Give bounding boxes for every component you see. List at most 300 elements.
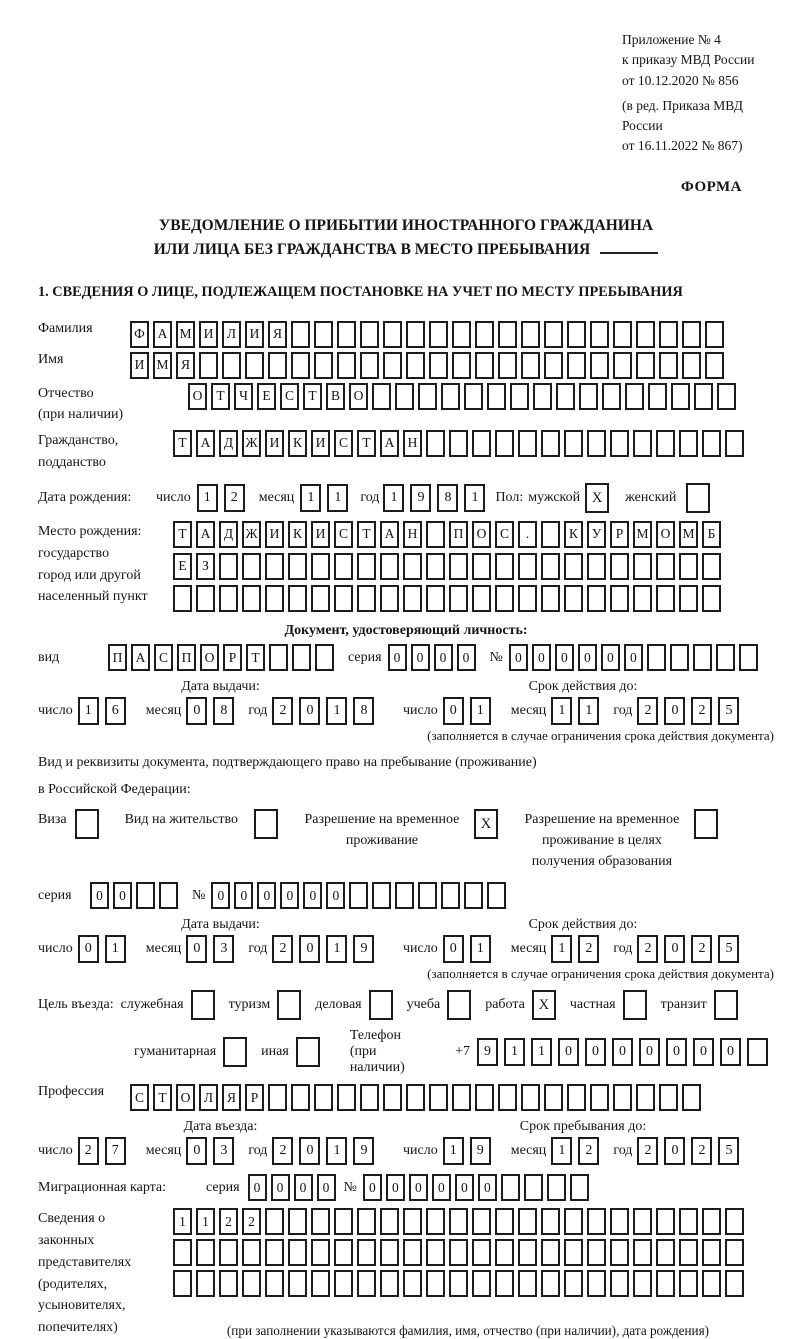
char-cell[interactable]: К <box>288 521 307 548</box>
char-cell[interactable] <box>682 1084 701 1111</box>
option-temp-residence-checkbox[interactable]: X <box>474 809 498 839</box>
char-cell[interactable] <box>633 553 652 580</box>
char-cell[interactable]: Т <box>303 383 322 410</box>
char-cell[interactable]: 1 <box>383 484 404 512</box>
char-cell[interactable] <box>429 321 448 348</box>
char-cell[interactable] <box>590 352 609 379</box>
char-cell[interactable]: 0 <box>388 644 407 671</box>
char-cell[interactable]: 0 <box>299 697 320 725</box>
char-cell[interactable] <box>395 383 414 410</box>
char-cell[interactable]: 0 <box>693 1038 714 1066</box>
char-cell[interactable] <box>403 553 422 580</box>
char-cell[interactable]: К <box>564 521 583 548</box>
char-cell[interactable]: 6 <box>105 697 126 725</box>
char-cell[interactable]: 0 <box>664 697 685 725</box>
char-cell[interactable] <box>656 1239 675 1266</box>
purpose-work-checkbox[interactable]: X <box>532 990 556 1020</box>
purpose-official-checkbox[interactable] <box>191 990 215 1020</box>
char-cell[interactable]: 0 <box>271 1174 290 1201</box>
char-cell[interactable]: О <box>188 383 207 410</box>
char-cell[interactable] <box>747 1038 768 1066</box>
char-cell[interactable]: 2 <box>224 484 245 512</box>
char-cell[interactable]: 1 <box>197 484 218 512</box>
char-cell[interactable]: 1 <box>326 1137 347 1165</box>
char-cell[interactable] <box>495 553 514 580</box>
char-cell[interactable] <box>314 1084 333 1111</box>
char-cell[interactable] <box>357 1270 376 1297</box>
char-cell[interactable] <box>472 430 491 457</box>
char-cell[interactable] <box>426 1270 445 1297</box>
char-cell[interactable]: 0 <box>443 697 464 725</box>
char-cell[interactable] <box>441 383 460 410</box>
char-cell[interactable] <box>656 585 675 612</box>
char-cell[interactable]: 0 <box>432 1174 451 1201</box>
char-cell[interactable]: 1 <box>551 935 572 963</box>
char-cell[interactable] <box>242 585 261 612</box>
char-cell[interactable]: Р <box>223 644 242 671</box>
char-cell[interactable]: Я <box>176 352 195 379</box>
char-cell[interactable] <box>702 1239 721 1266</box>
char-cell[interactable] <box>633 1208 652 1235</box>
char-cell[interactable] <box>544 1084 563 1111</box>
char-cell[interactable] <box>288 1208 307 1235</box>
char-cell[interactable] <box>406 1084 425 1111</box>
char-cell[interactable]: А <box>196 430 215 457</box>
char-cell[interactable]: 2 <box>691 1137 712 1165</box>
char-cell[interactable]: 0 <box>457 644 476 671</box>
char-cell[interactable] <box>610 585 629 612</box>
char-cell[interactable] <box>449 1239 468 1266</box>
char-cell[interactable]: 0 <box>326 882 345 909</box>
char-cell[interactable] <box>487 882 506 909</box>
char-cell[interactable]: О <box>656 521 675 548</box>
char-cell[interactable]: 1 <box>551 1137 572 1165</box>
char-cell[interactable] <box>265 585 284 612</box>
char-cell[interactable]: 2 <box>272 1137 293 1165</box>
char-cell[interactable]: И <box>245 321 264 348</box>
char-cell[interactable] <box>498 321 517 348</box>
char-cell[interactable]: С <box>130 1084 149 1111</box>
char-cell[interactable] <box>472 1208 491 1235</box>
char-cell[interactable] <box>429 352 448 379</box>
char-cell[interactable]: Е <box>257 383 276 410</box>
char-cell[interactable]: 1 <box>326 935 347 963</box>
char-cell[interactable] <box>541 585 560 612</box>
char-cell[interactable] <box>487 383 506 410</box>
char-cell[interactable] <box>222 352 241 379</box>
char-cell[interactable] <box>449 430 468 457</box>
char-cell[interactable]: 5 <box>718 697 739 725</box>
char-cell[interactable] <box>610 1208 629 1235</box>
char-cell[interactable]: П <box>449 521 468 548</box>
purpose-other-checkbox[interactable] <box>296 1037 320 1067</box>
char-cell[interactable]: 0 <box>478 1174 497 1201</box>
char-cell[interactable] <box>357 585 376 612</box>
char-cell[interactable]: 1 <box>551 697 572 725</box>
char-cell[interactable] <box>679 430 698 457</box>
char-cell[interactable] <box>159 882 178 909</box>
char-cell[interactable] <box>648 383 667 410</box>
char-cell[interactable] <box>449 1270 468 1297</box>
char-cell[interactable] <box>495 1208 514 1235</box>
char-cell[interactable]: 0 <box>386 1174 405 1201</box>
char-cell[interactable] <box>265 553 284 580</box>
char-cell[interactable]: А <box>380 430 399 457</box>
char-cell[interactable] <box>602 383 621 410</box>
char-cell[interactable] <box>199 352 218 379</box>
char-cell[interactable]: 1 <box>327 484 348 512</box>
char-cell[interactable] <box>498 1084 517 1111</box>
char-cell[interactable] <box>360 321 379 348</box>
char-cell[interactable]: 0 <box>664 935 685 963</box>
char-cell[interactable]: Я <box>222 1084 241 1111</box>
char-cell[interactable] <box>541 1270 560 1297</box>
char-cell[interactable]: 0 <box>409 1174 428 1201</box>
char-cell[interactable] <box>429 1084 448 1111</box>
char-cell[interactable]: О <box>176 1084 195 1111</box>
char-cell[interactable] <box>495 1270 514 1297</box>
char-cell[interactable]: 1 <box>78 697 99 725</box>
char-cell[interactable] <box>311 585 330 612</box>
char-cell[interactable] <box>541 521 560 548</box>
char-cell[interactable]: 8 <box>353 697 374 725</box>
option-residence-permit-checkbox[interactable] <box>254 809 278 839</box>
char-cell[interactable] <box>334 1270 353 1297</box>
char-cell[interactable] <box>610 553 629 580</box>
char-cell[interactable] <box>449 1208 468 1235</box>
char-cell[interactable] <box>357 1208 376 1235</box>
char-cell[interactable] <box>544 352 563 379</box>
char-cell[interactable]: А <box>131 644 150 671</box>
char-cell[interactable]: 0 <box>280 882 299 909</box>
char-cell[interactable]: 0 <box>113 882 132 909</box>
char-cell[interactable] <box>570 1174 589 1201</box>
char-cell[interactable]: Т <box>357 521 376 548</box>
char-cell[interactable] <box>418 882 437 909</box>
char-cell[interactable]: 0 <box>186 1137 207 1165</box>
char-cell[interactable] <box>288 1239 307 1266</box>
char-cell[interactable]: 0 <box>532 644 551 671</box>
char-cell[interactable]: 2 <box>578 935 599 963</box>
char-cell[interactable]: 0 <box>555 644 574 671</box>
char-cell[interactable]: П <box>177 644 196 671</box>
char-cell[interactable]: 9 <box>477 1038 498 1066</box>
char-cell[interactable] <box>311 1270 330 1297</box>
char-cell[interactable] <box>196 1270 215 1297</box>
char-cell[interactable] <box>452 352 471 379</box>
char-cell[interactable] <box>521 321 540 348</box>
purpose-humanitarian-checkbox[interactable] <box>223 1037 247 1067</box>
char-cell[interactable]: 2 <box>637 1137 658 1165</box>
char-cell[interactable] <box>406 321 425 348</box>
char-cell[interactable]: Р <box>610 521 629 548</box>
char-cell[interactable]: 2 <box>78 1137 99 1165</box>
char-cell[interactable]: 0 <box>90 882 109 909</box>
char-cell[interactable]: 0 <box>612 1038 633 1066</box>
char-cell[interactable] <box>426 1239 445 1266</box>
gender-female-checkbox[interactable] <box>686 483 710 513</box>
char-cell[interactable] <box>725 1270 744 1297</box>
char-cell[interactable] <box>679 1239 698 1266</box>
char-cell[interactable]: М <box>633 521 652 548</box>
char-cell[interactable]: 0 <box>585 1038 606 1066</box>
char-cell[interactable] <box>173 585 192 612</box>
char-cell[interactable] <box>610 430 629 457</box>
char-cell[interactable] <box>702 553 721 580</box>
char-cell[interactable] <box>357 1239 376 1266</box>
char-cell[interactable] <box>426 553 445 580</box>
char-cell[interactable] <box>564 1239 583 1266</box>
char-cell[interactable]: В <box>326 383 345 410</box>
char-cell[interactable] <box>337 352 356 379</box>
char-cell[interactable] <box>242 1239 261 1266</box>
char-cell[interactable]: 0 <box>639 1038 660 1066</box>
char-cell[interactable]: И <box>311 521 330 548</box>
char-cell[interactable]: И <box>130 352 149 379</box>
char-cell[interactable]: А <box>380 521 399 548</box>
char-cell[interactable] <box>541 1239 560 1266</box>
char-cell[interactable] <box>314 321 333 348</box>
char-cell[interactable]: И <box>199 321 218 348</box>
char-cell[interactable] <box>705 352 724 379</box>
char-cell[interactable]: 0 <box>78 935 99 963</box>
option-temp-residence-education-checkbox[interactable] <box>694 809 718 839</box>
char-cell[interactable] <box>679 585 698 612</box>
char-cell[interactable] <box>337 321 356 348</box>
char-cell[interactable] <box>475 352 494 379</box>
char-cell[interactable] <box>245 352 264 379</box>
char-cell[interactable]: 0 <box>234 882 253 909</box>
char-cell[interactable]: О <box>472 521 491 548</box>
char-cell[interactable] <box>449 585 468 612</box>
char-cell[interactable] <box>518 585 537 612</box>
char-cell[interactable]: Т <box>211 383 230 410</box>
char-cell[interactable]: 2 <box>691 935 712 963</box>
char-cell[interactable] <box>426 585 445 612</box>
char-cell[interactable] <box>196 1239 215 1266</box>
char-cell[interactable]: 0 <box>720 1038 741 1066</box>
char-cell[interactable] <box>291 321 310 348</box>
char-cell[interactable] <box>311 553 330 580</box>
char-cell[interactable]: Д <box>219 521 238 548</box>
char-cell[interactable] <box>383 321 402 348</box>
char-cell[interactable] <box>547 1174 566 1201</box>
char-cell[interactable]: 1 <box>196 1208 215 1235</box>
char-cell[interactable]: Н <box>403 521 422 548</box>
char-cell[interactable]: . <box>518 521 537 548</box>
char-cell[interactable]: 0 <box>294 1174 313 1201</box>
char-cell[interactable]: 5 <box>718 1137 739 1165</box>
char-cell[interactable]: 1 <box>578 697 599 725</box>
char-cell[interactable]: 2 <box>691 697 712 725</box>
char-cell[interactable] <box>464 383 483 410</box>
char-cell[interactable]: С <box>280 383 299 410</box>
char-cell[interactable]: 1 <box>326 697 347 725</box>
char-cell[interactable]: Т <box>357 430 376 457</box>
char-cell[interactable]: 0 <box>666 1038 687 1066</box>
char-cell[interactable] <box>544 321 563 348</box>
char-cell[interactable] <box>518 1208 537 1235</box>
char-cell[interactable]: 0 <box>299 935 320 963</box>
char-cell[interactable] <box>636 1084 655 1111</box>
char-cell[interactable] <box>693 644 712 671</box>
char-cell[interactable] <box>587 1239 606 1266</box>
char-cell[interactable]: 0 <box>443 935 464 963</box>
char-cell[interactable] <box>656 553 675 580</box>
option-visa-checkbox[interactable] <box>75 809 99 839</box>
char-cell[interactable] <box>242 1270 261 1297</box>
char-cell[interactable] <box>717 383 736 410</box>
char-cell[interactable]: 2 <box>242 1208 261 1235</box>
char-cell[interactable] <box>670 644 689 671</box>
gender-male-checkbox[interactable]: X <box>585 483 609 513</box>
char-cell[interactable] <box>269 644 288 671</box>
char-cell[interactable]: 0 <box>601 644 620 671</box>
char-cell[interactable] <box>173 1270 192 1297</box>
char-cell[interactable]: П <box>108 644 127 671</box>
char-cell[interactable] <box>495 1239 514 1266</box>
char-cell[interactable] <box>636 321 655 348</box>
char-cell[interactable] <box>426 1208 445 1235</box>
char-cell[interactable] <box>265 1208 284 1235</box>
char-cell[interactable] <box>334 553 353 580</box>
char-cell[interactable] <box>472 585 491 612</box>
char-cell[interactable] <box>372 383 391 410</box>
char-cell[interactable] <box>311 1239 330 1266</box>
char-cell[interactable] <box>418 383 437 410</box>
char-cell[interactable]: И <box>265 521 284 548</box>
char-cell[interactable]: 0 <box>211 882 230 909</box>
char-cell[interactable] <box>372 882 391 909</box>
char-cell[interactable] <box>567 352 586 379</box>
char-cell[interactable]: Т <box>246 644 265 671</box>
char-cell[interactable]: Ф <box>130 321 149 348</box>
char-cell[interactable] <box>610 1270 629 1297</box>
char-cell[interactable] <box>659 1084 678 1111</box>
char-cell[interactable] <box>567 321 586 348</box>
char-cell[interactable]: С <box>334 430 353 457</box>
char-cell[interactable] <box>472 1239 491 1266</box>
char-cell[interactable]: Р <box>245 1084 264 1111</box>
char-cell[interactable] <box>311 1208 330 1235</box>
char-cell[interactable]: 9 <box>410 484 431 512</box>
char-cell[interactable]: 2 <box>272 697 293 725</box>
char-cell[interactable] <box>403 1239 422 1266</box>
char-cell[interactable] <box>587 430 606 457</box>
char-cell[interactable]: 1 <box>470 697 491 725</box>
char-cell[interactable]: К <box>288 430 307 457</box>
char-cell[interactable]: 7 <box>105 1137 126 1165</box>
char-cell[interactable] <box>633 430 652 457</box>
char-cell[interactable] <box>556 383 575 410</box>
char-cell[interactable] <box>510 383 529 410</box>
char-cell[interactable]: О <box>349 383 368 410</box>
char-cell[interactable] <box>380 585 399 612</box>
char-cell[interactable] <box>334 585 353 612</box>
char-cell[interactable] <box>518 553 537 580</box>
char-cell[interactable]: И <box>311 430 330 457</box>
char-cell[interactable] <box>380 1239 399 1266</box>
char-cell[interactable] <box>288 585 307 612</box>
char-cell[interactable] <box>739 644 758 671</box>
char-cell[interactable]: А <box>196 521 215 548</box>
char-cell[interactable]: 0 <box>509 644 528 671</box>
char-cell[interactable] <box>656 430 675 457</box>
char-cell[interactable]: 1 <box>105 935 126 963</box>
char-cell[interactable]: 0 <box>455 1174 474 1201</box>
char-cell[interactable] <box>725 1239 744 1266</box>
char-cell[interactable] <box>590 321 609 348</box>
char-cell[interactable]: С <box>495 521 514 548</box>
char-cell[interactable] <box>705 321 724 348</box>
char-cell[interactable]: 2 <box>637 935 658 963</box>
char-cell[interactable] <box>679 1208 698 1235</box>
char-cell[interactable]: Ж <box>242 521 261 548</box>
char-cell[interactable]: Н <box>403 430 422 457</box>
char-cell[interactable] <box>501 1174 520 1201</box>
char-cell[interactable]: 3 <box>213 1137 234 1165</box>
char-cell[interactable]: Л <box>222 321 241 348</box>
char-cell[interactable]: 0 <box>257 882 276 909</box>
char-cell[interactable]: М <box>679 521 698 548</box>
char-cell[interactable] <box>694 383 713 410</box>
char-cell[interactable] <box>633 585 652 612</box>
char-cell[interactable] <box>449 553 468 580</box>
char-cell[interactable] <box>495 430 514 457</box>
char-cell[interactable] <box>636 352 655 379</box>
char-cell[interactable] <box>475 1084 494 1111</box>
char-cell[interactable] <box>541 553 560 580</box>
char-cell[interactable]: 0 <box>303 882 322 909</box>
char-cell[interactable]: С <box>154 644 173 671</box>
char-cell[interactable]: У <box>587 521 606 548</box>
char-cell[interactable] <box>518 1270 537 1297</box>
char-cell[interactable]: 8 <box>437 484 458 512</box>
char-cell[interactable] <box>403 1270 422 1297</box>
char-cell[interactable] <box>564 1208 583 1235</box>
char-cell[interactable] <box>682 321 701 348</box>
char-cell[interactable] <box>702 585 721 612</box>
char-cell[interactable] <box>495 585 514 612</box>
char-cell[interactable] <box>702 1208 721 1235</box>
char-cell[interactable]: Т <box>173 430 192 457</box>
char-cell[interactable]: 1 <box>504 1038 525 1066</box>
char-cell[interactable] <box>383 1084 402 1111</box>
char-cell[interactable]: О <box>200 644 219 671</box>
char-cell[interactable] <box>196 585 215 612</box>
char-cell[interactable] <box>464 882 483 909</box>
char-cell[interactable] <box>292 644 311 671</box>
char-cell[interactable]: 0 <box>434 644 453 671</box>
char-cell[interactable] <box>452 1084 471 1111</box>
char-cell[interactable]: Я <box>268 321 287 348</box>
char-cell[interactable] <box>219 553 238 580</box>
char-cell[interactable] <box>524 1174 543 1201</box>
char-cell[interactable] <box>337 1084 356 1111</box>
char-cell[interactable] <box>242 553 261 580</box>
char-cell[interactable] <box>403 585 422 612</box>
char-cell[interactable]: 0 <box>248 1174 267 1201</box>
char-cell[interactable]: 3 <box>213 935 234 963</box>
char-cell[interactable]: 2 <box>219 1208 238 1235</box>
char-cell[interactable]: 9 <box>353 1137 374 1165</box>
purpose-business-checkbox[interactable] <box>369 990 393 1020</box>
char-cell[interactable] <box>613 321 632 348</box>
char-cell[interactable] <box>383 352 402 379</box>
char-cell[interactable] <box>357 553 376 580</box>
char-cell[interactable] <box>498 352 517 379</box>
char-cell[interactable] <box>472 553 491 580</box>
